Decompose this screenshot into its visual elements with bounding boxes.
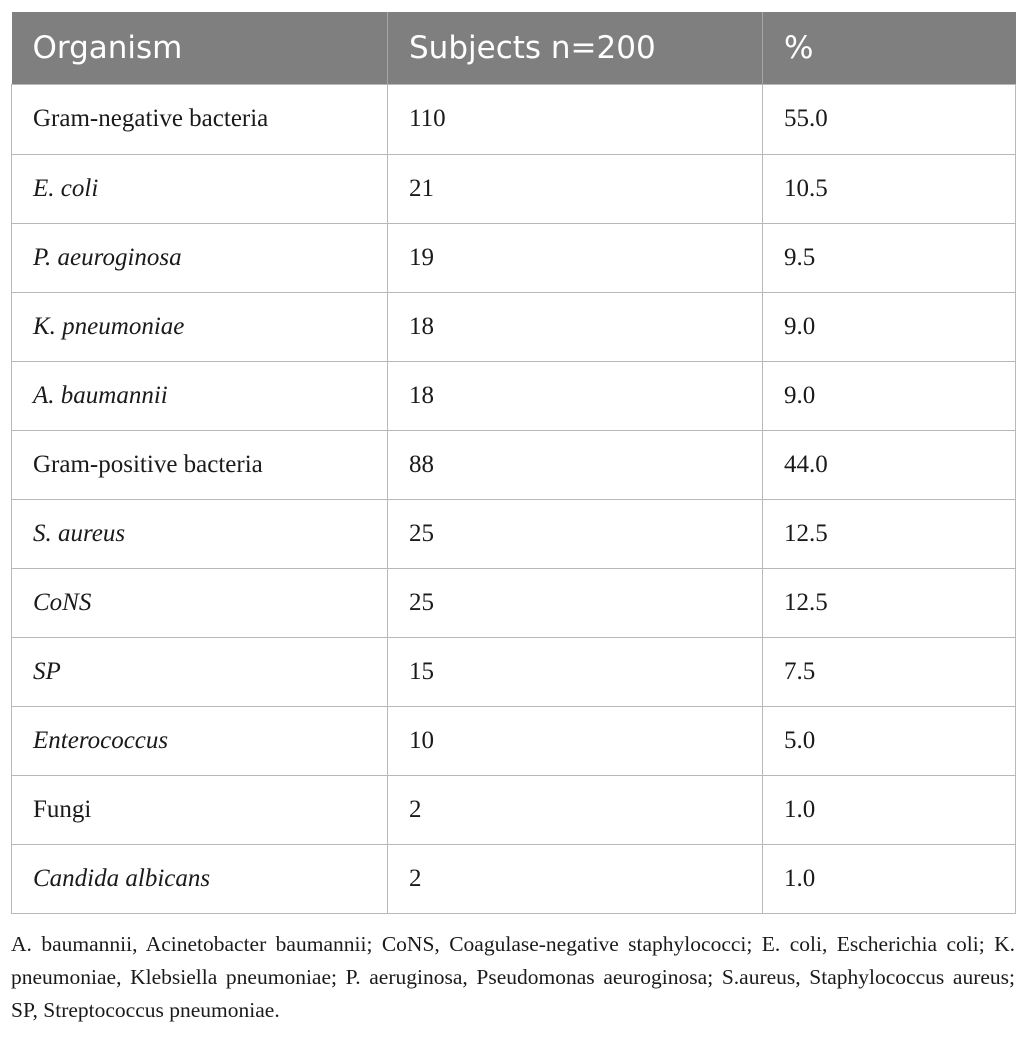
table-row — [12, 430, 1016, 499]
table-header — [12, 12, 1016, 84]
header-row — [12, 12, 1016, 84]
table-row — [12, 154, 1016, 223]
cell-percent: 9.0 — [763, 292, 1016, 361]
cell-subjects: 2 — [388, 775, 763, 844]
table-body — [12, 84, 1016, 913]
table-footnote: A. baumannii, Acinetobacter baumannii; CoNS, Coagulase-negative staphylococci; E. coli, Escherichia coli; K. pneumoniae, Klebsiella pneumoniae; P. aeruginosa, Pseudomonas aeuroginosa; S.aureus, Staphylococcus aureus; SP, Streptococcus pneumoniae. — [11, 932, 1015, 1022]
header-percent: % — [763, 12, 1016, 84]
cell-percent: 9.5 — [763, 223, 1016, 292]
cell-percent: 12.5 — [763, 499, 1016, 568]
cell-subjects: 19 — [388, 223, 763, 292]
table-row — [12, 499, 1016, 568]
cell-subjects: 25 — [388, 568, 763, 637]
table-row — [12, 568, 1016, 637]
cell-organism: P. aeuroginosa — [12, 223, 388, 292]
cell-organism: Fungi — [12, 775, 388, 844]
table-row — [12, 223, 1016, 292]
cell-organism: CoNS — [12, 568, 388, 637]
cell-percent: 55.0 — [763, 84, 1016, 154]
organism-table — [11, 12, 1016, 914]
organism-table-container — [11, 12, 1015, 914]
cell-organism: Candida albicans — [12, 844, 388, 913]
table-row — [12, 844, 1016, 913]
cell-organism: A. baumannii — [12, 361, 388, 430]
cell-percent: 10.5 — [763, 154, 1016, 223]
table-row — [12, 775, 1016, 844]
cell-subjects: 10 — [388, 706, 763, 775]
cell-percent: 9.0 — [763, 361, 1016, 430]
table-row — [12, 361, 1016, 430]
cell-subjects: 15 — [388, 637, 763, 706]
cell-percent: 12.5 — [763, 568, 1016, 637]
cell-subjects: 110 — [388, 84, 763, 154]
table-row — [12, 706, 1016, 775]
cell-organism: Gram-positive bacteria — [12, 430, 388, 499]
cell-organism: S. aureus — [12, 499, 388, 568]
cell-organism: E. coli — [12, 154, 388, 223]
cell-percent: 44.0 — [763, 430, 1016, 499]
cell-organism: K. pneumoniae — [12, 292, 388, 361]
cell-subjects: 88 — [388, 430, 763, 499]
table-row — [12, 84, 1016, 154]
cell-percent: 5.0 — [763, 706, 1016, 775]
table-row — [12, 292, 1016, 361]
cell-subjects: 21 — [388, 154, 763, 223]
cell-organism: SP — [12, 637, 388, 706]
header-organism: Organism — [12, 12, 388, 84]
cell-organism: Gram-negative bacteria — [12, 84, 388, 154]
cell-subjects: 25 — [388, 499, 763, 568]
cell-percent: 7.5 — [763, 637, 1016, 706]
table-row — [12, 637, 1016, 706]
cell-subjects: 18 — [388, 292, 763, 361]
cell-organism: Enterococcus — [12, 706, 388, 775]
cell-subjects: 18 — [388, 361, 763, 430]
header-subjects: Subjects n=200 — [388, 12, 763, 84]
cell-percent: 1.0 — [763, 844, 1016, 913]
cell-subjects: 2 — [388, 844, 763, 913]
cell-percent: 1.0 — [763, 775, 1016, 844]
